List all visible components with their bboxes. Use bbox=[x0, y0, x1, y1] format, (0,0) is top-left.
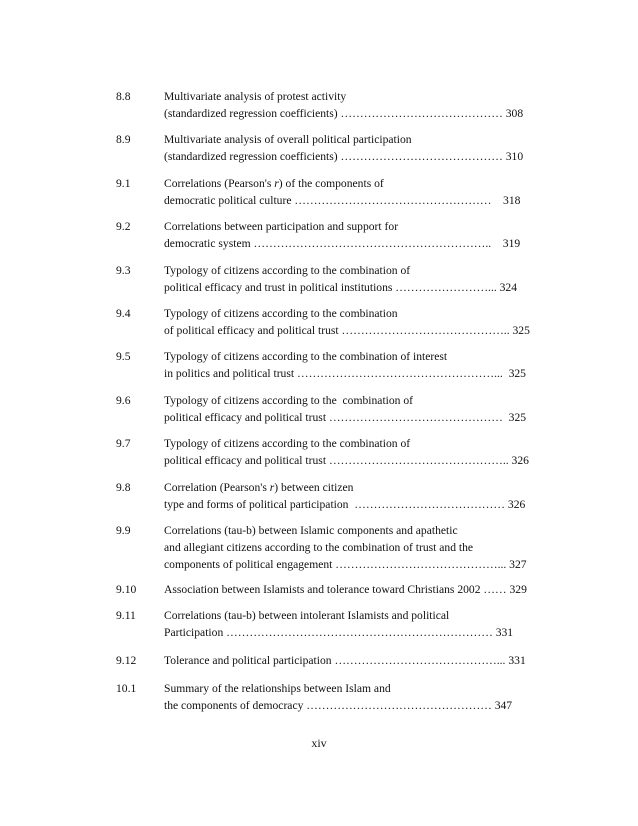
entry-title bbox=[164, 218, 566, 252]
entry-number: 9.3 bbox=[116, 264, 131, 277]
entry-line: the components of democracy ………………………………………… 347 bbox=[164, 699, 513, 712]
entry-title bbox=[164, 522, 566, 573]
entry-line: democratic system …………………………………………………….. 319 bbox=[164, 237, 521, 250]
entry-title bbox=[164, 392, 566, 426]
entry-number: 9.7 bbox=[116, 437, 131, 450]
entry-title bbox=[164, 581, 566, 598]
entry-number: 9.4 bbox=[116, 307, 131, 320]
entry-line: Typology of citizens according to the combination of bbox=[164, 394, 414, 407]
entry-line: Typology of citizens according to the combination of bbox=[164, 437, 411, 450]
entry-line: components of political engagement ……………………………………... 327 bbox=[164, 558, 527, 571]
entry-line: political efficacy and political trust ……………………………………… 325 bbox=[164, 411, 527, 424]
entry-title bbox=[164, 262, 566, 296]
entry-number: 9.10 bbox=[116, 583, 137, 596]
entry-number: 9.12 bbox=[116, 654, 137, 667]
entry-line: (standardized regression coefficients) …………………………………… 310 bbox=[164, 150, 524, 163]
entry-line: in politics and political trust ……………………………………………... 325 bbox=[164, 367, 526, 380]
entry-line: Typology of citizens according to the combination of interest bbox=[164, 350, 448, 363]
entry-number: 9.11 bbox=[116, 609, 136, 622]
entry-line: Correlation (Pearson's r) between citizen bbox=[164, 481, 354, 494]
entry-title bbox=[164, 479, 566, 513]
entry-number: 10.1 bbox=[116, 682, 137, 695]
entry-title bbox=[164, 652, 566, 669]
entry-title bbox=[164, 305, 566, 339]
entry-line: and allegiant citizens according to the combination of trust and the bbox=[164, 541, 474, 554]
entry-number: 9.9 bbox=[116, 524, 131, 537]
entry-number: 8.8 bbox=[116, 90, 131, 103]
entry-line: Correlations between participation and support for bbox=[164, 220, 399, 233]
entry-title bbox=[164, 348, 566, 382]
entry-number: 8.9 bbox=[116, 133, 131, 146]
entry-number: 9.2 bbox=[116, 220, 131, 233]
entry-line: political efficacy and political trust ……………………………………….. 326 bbox=[164, 454, 529, 467]
entry-line: Correlations (Pearson's r) of the components of bbox=[164, 177, 384, 190]
entry-line: Correlations (tau-b) between Islamic components and apathetic bbox=[164, 524, 458, 537]
entry-number: 9.6 bbox=[116, 394, 131, 407]
entry-line: Multivariate analysis of protest activity bbox=[164, 90, 347, 103]
entry-line: type and forms of political participation ………………………………… 326 bbox=[164, 498, 526, 511]
entry-line: Correlations (tau-b) between intolerant Islamists and political bbox=[164, 609, 450, 622]
entry-title bbox=[164, 88, 566, 122]
entry-line: Typology of citizens according to the combination of bbox=[164, 264, 411, 277]
entry-line: democratic political culture …………………………………………… 318 bbox=[164, 194, 521, 207]
entry-title bbox=[164, 435, 566, 469]
entry-title bbox=[164, 680, 566, 714]
entry-line: Participation …………………………………………………………… 331 bbox=[164, 626, 514, 639]
entry-title bbox=[164, 607, 566, 641]
entry-line: Typology of citizens according to the combination bbox=[164, 307, 398, 320]
entry-title bbox=[164, 175, 566, 209]
entry-line: Summary of the relationships between Islam and bbox=[164, 682, 391, 695]
entry-line: Multivariate analysis of overall political participation bbox=[164, 133, 412, 146]
entry-number: 9.8 bbox=[116, 481, 131, 494]
page-number: xiv bbox=[311, 736, 327, 750]
entry-line: Association between Islamists and tolerance toward Christians 2002 …… 329 bbox=[164, 583, 527, 596]
entry-line: political efficacy and trust in political institutions ……………………... 324 bbox=[164, 281, 518, 294]
entry-number: 9.1 bbox=[116, 177, 131, 190]
entry-line: (standardized regression coefficients) …………………………………… 308 bbox=[164, 107, 524, 120]
entry-title bbox=[164, 131, 566, 165]
entry-line: Tolerance and political participation ……………………………………... 331 bbox=[164, 654, 526, 667]
entry-number: 9.5 bbox=[116, 350, 131, 363]
entry-line: of political efficacy and political trust …………………………………….. 325 bbox=[164, 324, 530, 337]
